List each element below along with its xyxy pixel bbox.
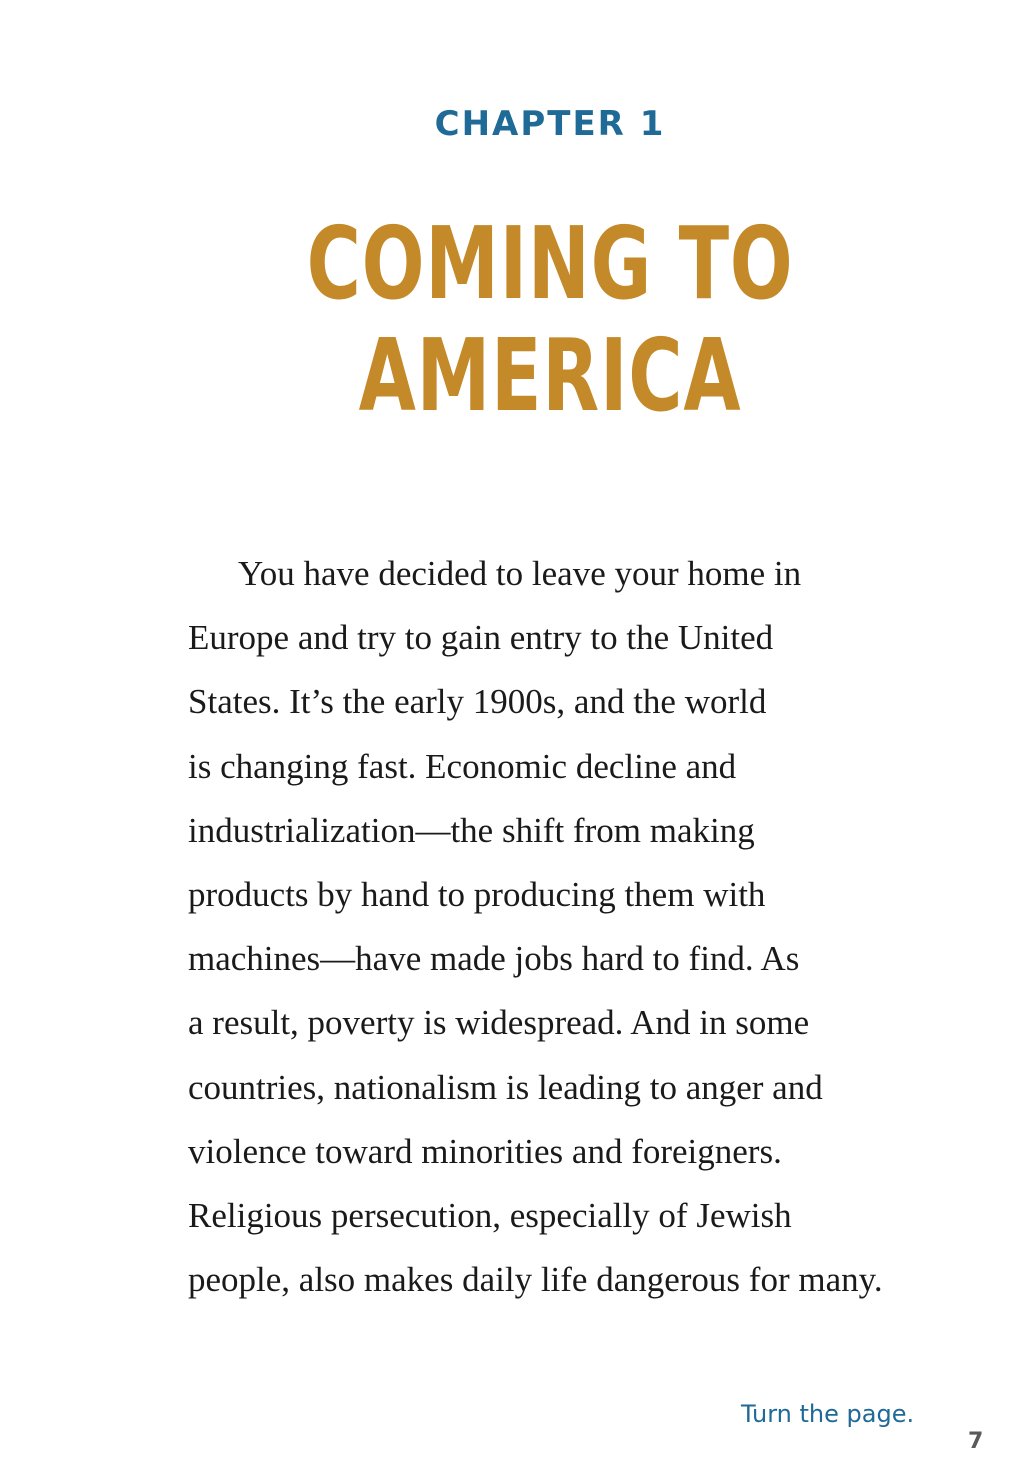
- body-line: people, also makes daily life dangerous for many.: [188, 1260, 883, 1300]
- chapter-title: [143, 205, 957, 434]
- body-line: Europe and try to gain entry to the United: [188, 618, 774, 658]
- body-paragraph: [188, 542, 883, 1312]
- chapter-title-line-1: COMING TO: [306, 205, 794, 322]
- body-line: products by hand to producing them with: [188, 875, 766, 915]
- body-line: States. It’s the early 1900s, and the world: [188, 682, 767, 722]
- body-line: a result, poverty is widespread. And in some: [188, 1003, 810, 1043]
- chapter-title-line-2: AMERICA: [358, 317, 742, 434]
- body-line: countries, nationalism is leading to anger and: [188, 1067, 823, 1107]
- page-number: 7: [968, 1429, 984, 1454]
- body-line: You have decided to leave your home in: [238, 554, 802, 593]
- body-line: industrialization—the shift from making: [188, 810, 755, 850]
- body-line: is changing fast. Economic decline and: [188, 746, 737, 786]
- body-line: machines—have made jobs hard to find. As: [188, 939, 800, 979]
- body-line: violence toward minorities and foreigners.: [188, 1131, 782, 1171]
- body-line: Religious persecution, especially of Jewish: [188, 1196, 792, 1236]
- turn-page-prompt: Turn the page.: [741, 1400, 915, 1428]
- chapter-label: CHAPTER 1: [434, 104, 666, 144]
